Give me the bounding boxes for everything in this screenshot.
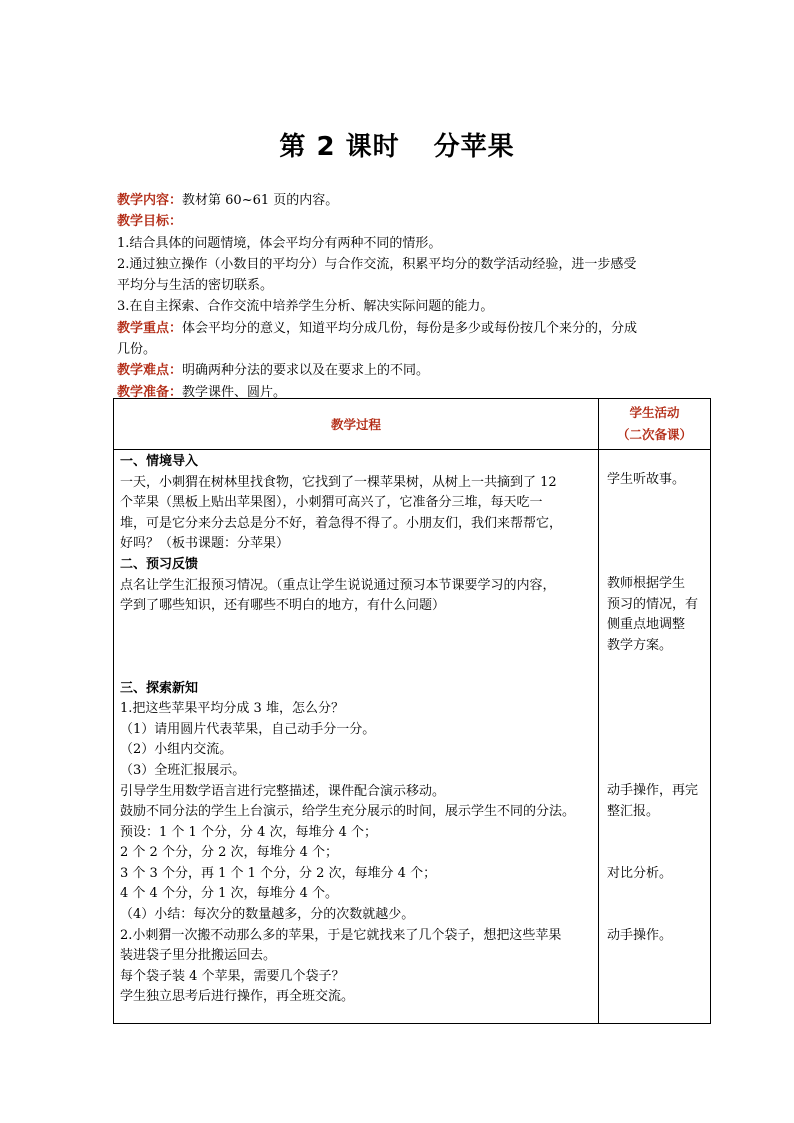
content-label: 教学内容： — [117, 193, 183, 208]
process-line: 每个袋子装 4 个苹果，需要几个袋子？ — [120, 968, 345, 984]
process-line: （4）小结：每次分的数量越多，分的次数就越少。 — [120, 907, 415, 923]
student-activity-column — [599, 450, 711, 1024]
student-activity-header — [599, 399, 711, 450]
process-header: 教学过程 — [114, 399, 599, 450]
side-note-line: 动手操作，再完 — [607, 783, 699, 798]
process-line: （1）请用圆片代表苹果，自己动手分一分。 — [120, 721, 376, 737]
process-line: 鼓励不同分法的学生上台演示，给学生充分展示的时间，展示学生不同的分法。 — [120, 804, 576, 820]
side-note — [607, 781, 707, 822]
process-line: 个苹果（黑板上贴出苹果图），小刺猬可高兴了，它准备分三堆，每天吃一 — [120, 495, 543, 511]
key-line — [117, 318, 697, 339]
difficulty-label: 教学难点： — [117, 363, 183, 379]
content-line — [117, 190, 697, 211]
goal-line: 2.通过独立操作（小数目的平均分）与合作交流，积累平均分的数学活动经验，进一步感受 — [117, 256, 637, 272]
side-note-line: 整汇报。 — [607, 803, 660, 819]
section-heading: 三、探索新知 — [120, 680, 199, 696]
difficulty-text: 明确两种分法的要求以及在要求上的不同。 — [182, 363, 430, 379]
goal-line: 3.在自主探索、合作交流中培养学生分析、解决实际问题的能力。 — [117, 299, 494, 315]
process-line: 学到了哪些知识，还有哪些不明白的地方，有什么问题） — [120, 598, 446, 614]
side-note-line: 对比分析。 — [607, 866, 673, 881]
key-label: 教学重点： — [117, 320, 183, 336]
lesson-topic: 分苹果 — [433, 132, 515, 162]
process-line: 2.小刺猬一次搬不动那么多的苹果，于是它就找来了几个袋子，想把这些苹果 — [120, 927, 562, 943]
side-note — [607, 926, 707, 947]
section-heading: 一、情境导入 — [120, 454, 199, 469]
content-text: 教材第 60~61 页的内容。 — [182, 193, 339, 208]
process-line: （2）小组内交流。 — [120, 742, 233, 758]
student-activity-title: 学生活动 — [629, 405, 680, 420]
process-line: 装进袋子里分批搬运回去。 — [120, 948, 277, 964]
process-line: 4 个 4 个分，分 1 次，每堆分 4 个。 — [120, 886, 339, 902]
table-body-row — [114, 450, 711, 1024]
difficulty-line — [117, 360, 697, 381]
goal-line: 1.结合具体的问题情境，体会平均分有两种不同的情形。 — [117, 235, 442, 251]
process-line: 堆，可是它分来分去总是分不好，着急得不得了。小朋友们，我们来帮帮它， — [120, 515, 563, 531]
section-heading: 二、预习反馈 — [120, 556, 199, 572]
side-note — [607, 864, 707, 885]
process-line: 好吗？（板书课题：分苹果） — [120, 536, 290, 552]
side-note-line: 侧重点地调整 — [607, 617, 686, 633]
lesson-overview — [117, 190, 697, 403]
key-line-cont: 几份。 — [117, 342, 157, 358]
side-note-line: 学生听故事。 — [607, 472, 686, 487]
side-note-line: 教学方案。 — [607, 637, 673, 653]
process-line: 1.把这些苹果平均分成 3 堆，怎么分？ — [120, 701, 344, 717]
goals-label: 教学目标： — [117, 214, 183, 230]
process-line: 3 个 3 个分，再 1 个 1 个分，分 2 次，每堆分 4 个； — [120, 865, 437, 881]
side-note-line: 预习的情况，有 — [607, 596, 699, 612]
side-note-line: 教师根据学生 — [607, 576, 686, 591]
teaching-process-table — [113, 398, 711, 1024]
side-note-line: 动手操作。 — [607, 928, 673, 943]
lesson-number: 第 2 课时 — [279, 132, 400, 162]
process-line: 学生独立思考后进行操作，再全班交流。 — [120, 989, 355, 1005]
key-text: 体会平均分的意义，知道平均分成几份，每份是多少或每份按几个来分的，分成 — [182, 320, 638, 336]
prep-label: 教学准备： — [117, 384, 183, 400]
second-prep-label: （二次备课） — [616, 427, 692, 442]
side-note — [607, 470, 707, 491]
process-line: 2 个 2 个分，分 2 次，每堆分 4 个； — [120, 845, 339, 861]
page-title — [0, 126, 794, 163]
table-header-row — [114, 399, 711, 450]
process-line: 引导学生用数学语言进行完整描述，课件配合演示移动。 — [120, 783, 446, 799]
process-line: 一天，小刺猬在树林里找食物，它找到了一棵苹果树，从树上一共摘到了 12 — [120, 474, 557, 490]
process-line: 点名让学生汇报预习情况。（重点让学生说说通过预习本节课要学习的内容， — [120, 577, 556, 593]
process-content — [114, 450, 599, 1024]
side-note — [607, 574, 707, 656]
prep-text: 教学课件、圆片。 — [182, 384, 287, 400]
goal-line: 平均分与生活的密切联系。 — [117, 278, 274, 294]
process-line: 预设：1 个 1 个分，分 4 次，每堆分 4 个； — [120, 824, 378, 840]
process-line: （3）全班汇报展示。 — [120, 762, 246, 778]
